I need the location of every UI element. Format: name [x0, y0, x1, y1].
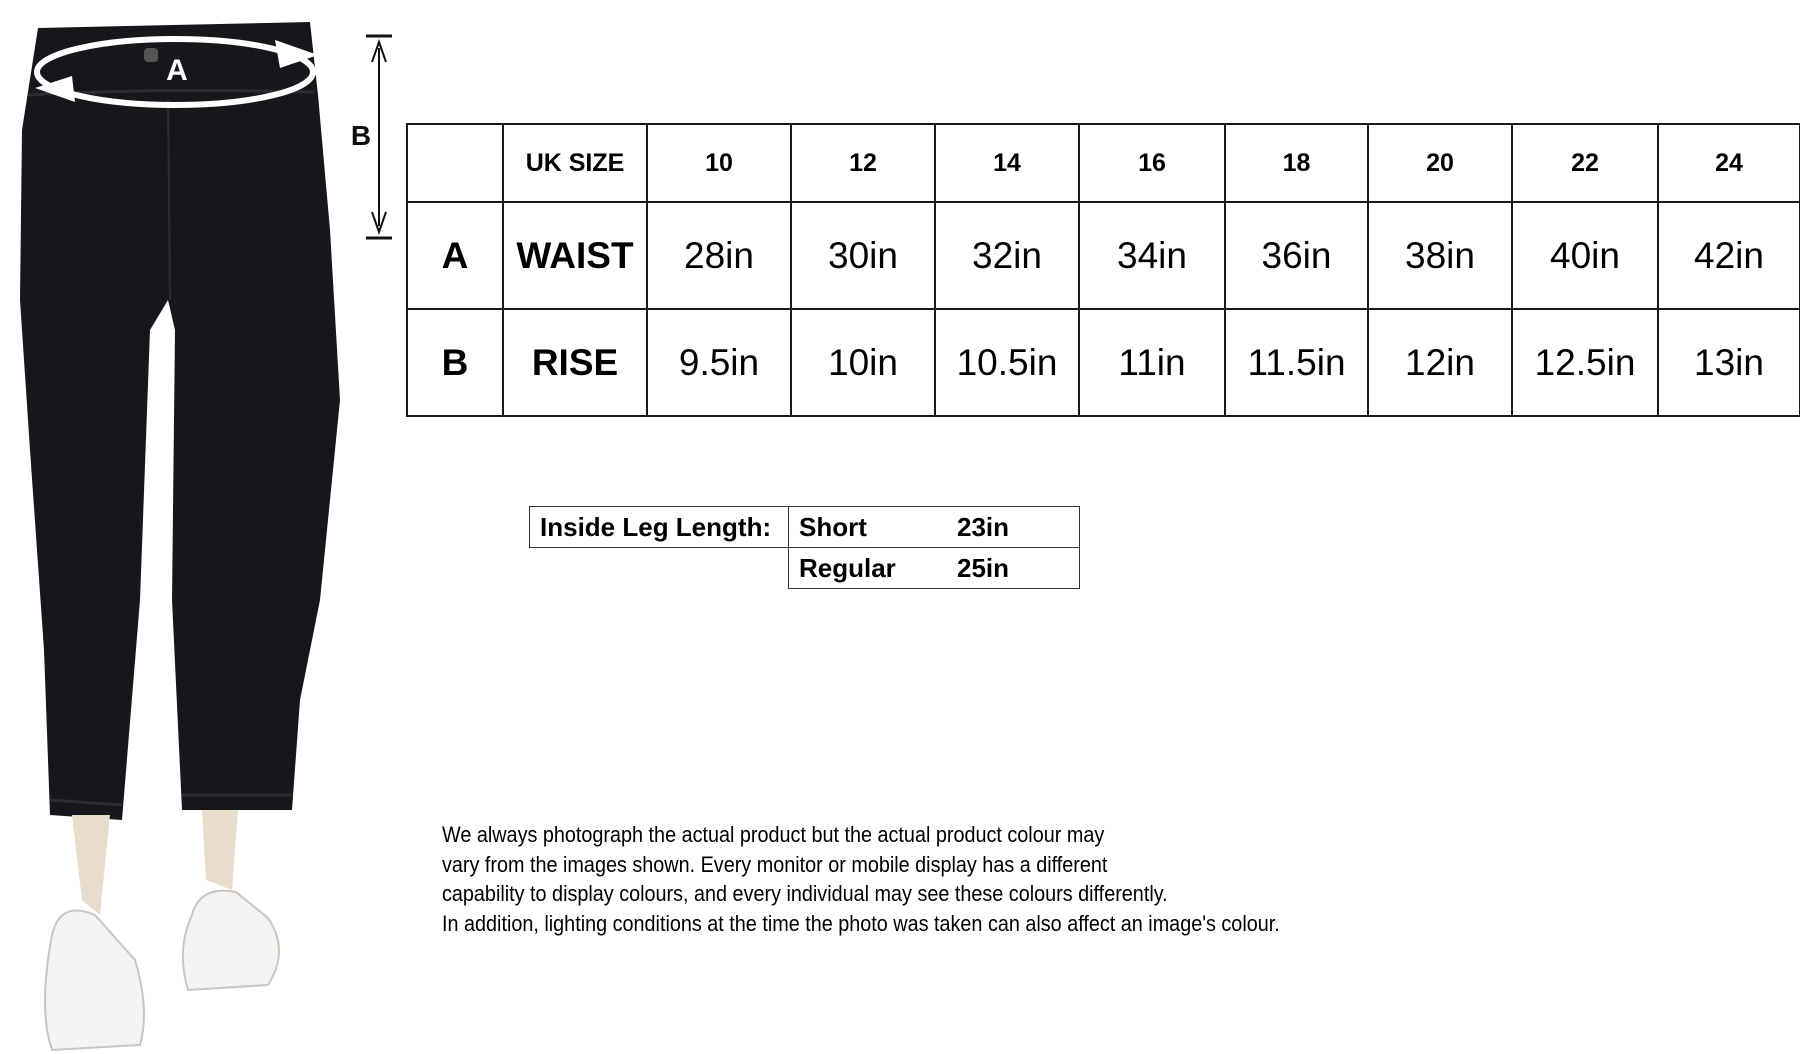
size-header-cell: 16	[1079, 124, 1225, 202]
uk-size-header: UK SIZE	[503, 124, 647, 202]
waist-value-cell: 36in	[1225, 202, 1368, 309]
disclaimer-line: capability to display colours, and every individual may see these colours differently.	[442, 881, 1168, 906]
waist-row	[407, 202, 1800, 309]
rise-value-cell: 11in	[1079, 309, 1225, 416]
waist-value-cell: 38in	[1368, 202, 1512, 309]
inside-leg-label: Inside Leg Length:	[530, 507, 789, 548]
leg-option-name: Regular	[799, 552, 896, 583]
size-header-cell: 18	[1225, 124, 1368, 202]
marker-a-label: A	[166, 54, 188, 87]
waist-value-cell: 40in	[1512, 202, 1658, 309]
size-header-cell: 20	[1368, 124, 1512, 202]
inside-leg-row-short	[530, 507, 1080, 548]
right-shoe	[183, 891, 279, 990]
waist-value-cell: 28in	[647, 202, 791, 309]
leg-option-value: 23in	[957, 511, 1010, 542]
size-header-cell: 10	[647, 124, 791, 202]
rise-label: RISE	[503, 309, 647, 416]
inside-leg-table	[529, 506, 1080, 589]
waist-value-cell: 30in	[791, 202, 935, 309]
inside-leg-empty-cell	[530, 548, 789, 589]
rise-value-cell: 9.5in	[647, 309, 791, 416]
inside-leg-row-regular	[530, 548, 1080, 589]
size-header-cell: 12	[791, 124, 935, 202]
inside-leg-option	[789, 548, 1080, 589]
rise-value-cell: 13in	[1658, 309, 1800, 416]
rise-row	[407, 309, 1800, 416]
waist-value-cell: 42in	[1658, 202, 1800, 309]
disclaimer-line: vary from the images shown. Every monitor or mobile display has a different	[442, 851, 1108, 877]
colour-disclaimer	[442, 820, 1648, 938]
leg-option-name: Short	[799, 511, 867, 542]
jeans-shape	[20, 22, 340, 820]
waist-value-cell: 34in	[1079, 202, 1225, 309]
waist-value-cell: 32in	[935, 202, 1079, 309]
rise-value-cell: 12.5in	[1512, 309, 1658, 416]
size-header-cell: 24	[1658, 124, 1800, 202]
inside-leg-option	[789, 507, 1080, 548]
size-chart-header-row	[407, 124, 1800, 202]
disclaimer-line: We always photograph the actual product but the actual product colour may	[442, 822, 1105, 847]
row-letter-b: B	[407, 309, 503, 416]
header-empty-cell	[407, 124, 503, 202]
size-header-cell: 14	[935, 124, 1079, 202]
rise-value-cell: 10.5in	[935, 309, 1079, 416]
disclaimer-line: In addition, lighting conditions at the time the photo was taken can also affect an image's colour.	[442, 910, 1280, 936]
rise-value-cell: 11.5in	[1225, 309, 1368, 416]
rise-value-cell: 12in	[1368, 309, 1512, 416]
leg-option-value: 25in	[957, 552, 1010, 583]
left-shoe	[45, 911, 144, 1051]
waist-label: WAIST	[503, 202, 647, 309]
product-photo-jeans	[0, 0, 400, 1054]
rise-value-cell: 10in	[791, 309, 935, 416]
size-chart-table	[406, 123, 1800, 417]
size-header-cell: 22	[1512, 124, 1658, 202]
row-letter-a: A	[407, 202, 503, 309]
marker-b-label: B	[350, 120, 372, 151]
